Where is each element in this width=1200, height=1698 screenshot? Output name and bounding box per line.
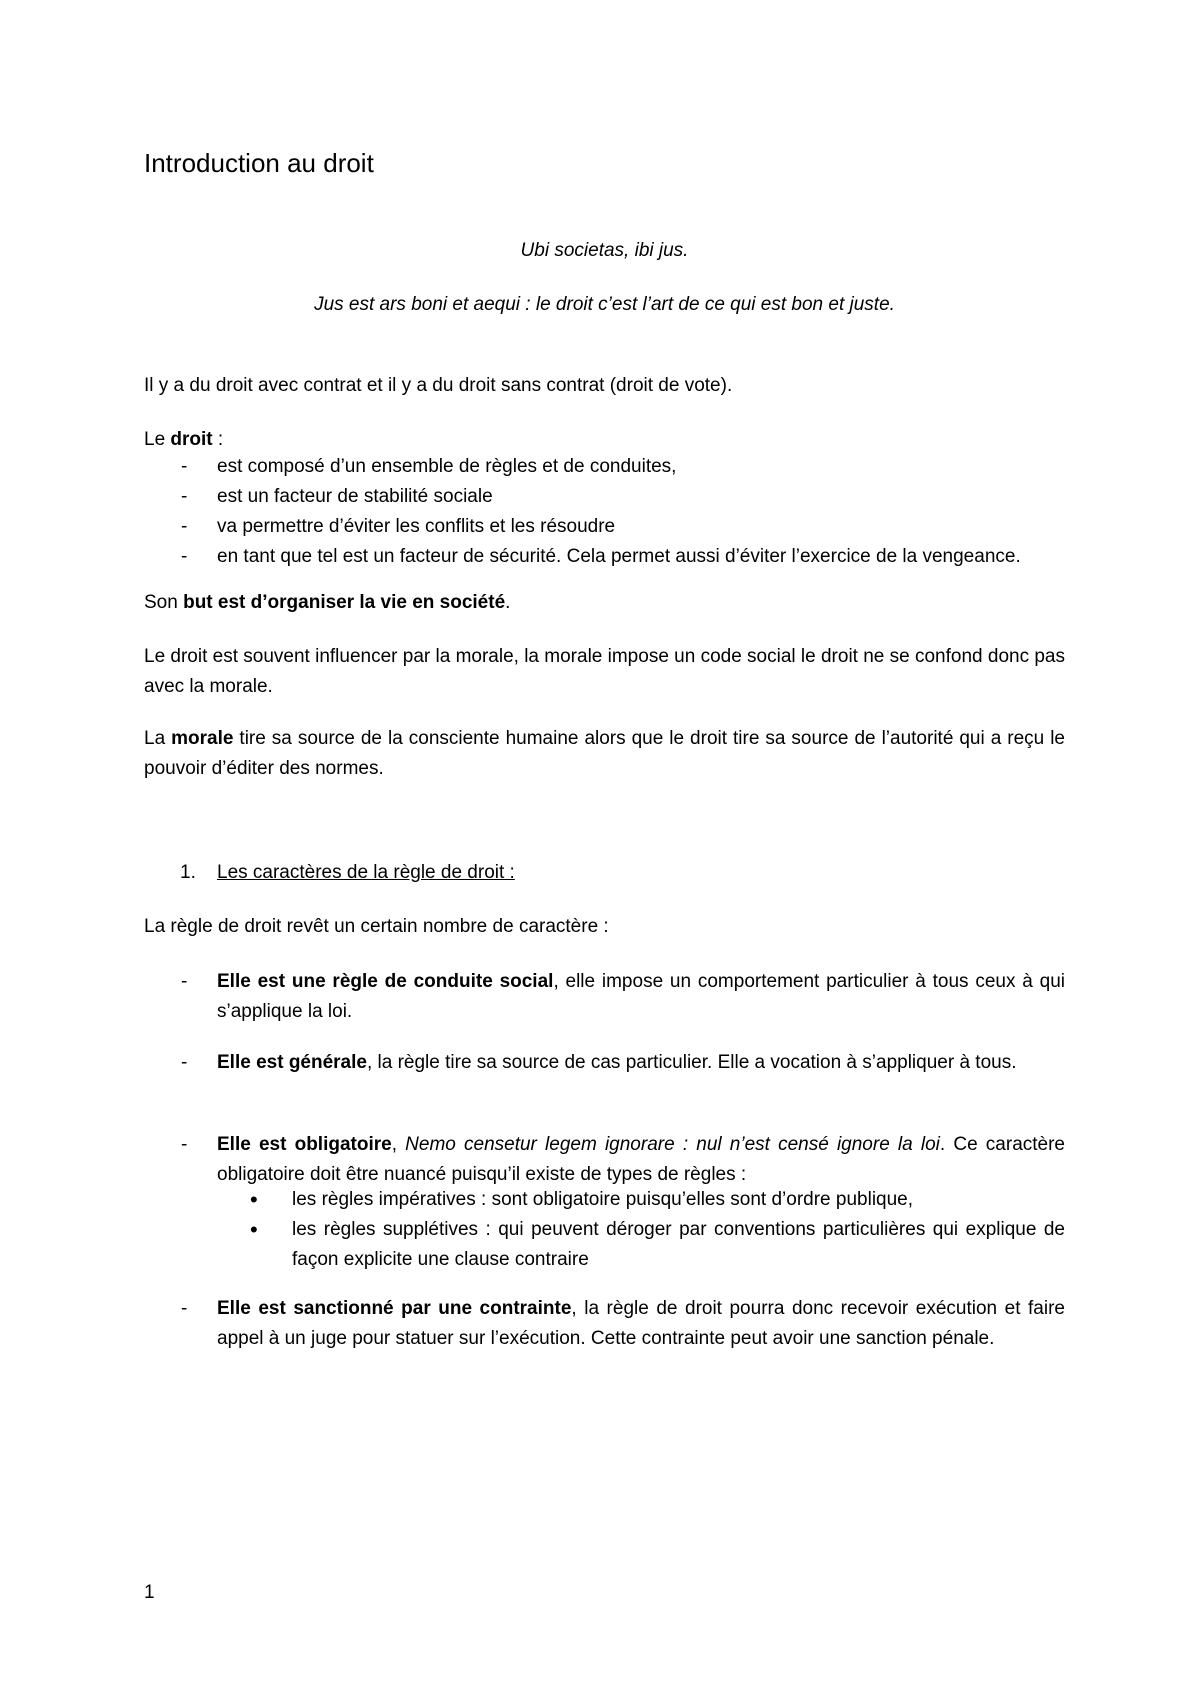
char3-bold: Elle est obligatoire	[217, 1134, 392, 1155]
but-sentence	[144, 588, 1065, 618]
list-item	[144, 1048, 1065, 1078]
motto-latin: Ubi societas, ibi jus.	[520, 240, 689, 261]
list-item: - est composé d’un ensemble de règles et de conduites,	[144, 452, 1065, 482]
rule-types-list	[144, 1185, 1065, 1275]
list-item: - en tant que tel est un facteur de sécurité. Cela permet aussi d’éviter l’exercice de la vengeance.	[144, 542, 1065, 572]
char3-rest: . Ce caractère obligatoire doit être nuancé puisqu’il existe de types de règles :	[217, 1134, 1066, 1185]
list-item	[144, 967, 1065, 1027]
characteristic-4	[144, 1294, 1065, 1354]
but-pre: Son	[144, 592, 184, 613]
droit-intro-bold: droit	[170, 429, 213, 450]
list-item: • les règles impératives : sont obligatoire puisqu’elles sont d’ordre publique,	[144, 1185, 1065, 1215]
paragraph-morale-influence: Le droit est souvent influencer par la morale, la morale impose un code social le droit ne se confond donc pas avec la morale.	[144, 646, 1065, 697]
paragraph-morale-source	[144, 724, 1065, 784]
page-number: 1	[144, 1582, 155, 1603]
droit-intro	[144, 425, 1065, 455]
but-post: .	[505, 592, 511, 613]
list-item	[144, 1130, 1065, 1190]
document-title: Introduction au droit	[144, 148, 374, 178]
section-title: Les caractères de la règle de droit :	[217, 862, 515, 883]
list-item: • les règles supplétives : qui peuvent déroger par conventions particulières qui explique de façon explicite une clause contraire	[144, 1215, 1065, 1275]
char4-rest: , la règle de droit pourra donc recevoir exécution et faire appel à un juge pour statuer sur l’exécution. Cette contrainte peut avoir une sanction pénale.	[217, 1298, 1065, 1349]
list-item: - est un facteur de stabilité sociale	[144, 482, 1065, 512]
char2-rest: , la règle tire sa source de cas particulier. Elle a vocation à s’appliquer à tous.	[366, 1052, 1017, 1073]
list-item	[144, 1294, 1065, 1354]
characteristic-2	[144, 1048, 1065, 1078]
char1-rest: , elle impose un comportement particulier à tous ceux à qui s’applique la loi.	[217, 971, 1065, 1022]
char3-italic: Nemo censetur legem ignorare : nul n’est censé ignore la loi	[405, 1134, 940, 1155]
paragraph-contrat: Il y a du droit avec contrat et il y a du droit sans contrat (droit de vote).	[144, 375, 733, 396]
section-intro: La règle de droit revêt un certain nombre de caractère :	[144, 916, 609, 937]
droit-list	[144, 452, 1065, 572]
droit-intro-post: :	[212, 429, 224, 450]
characteristic-1	[144, 967, 1065, 1027]
morale-bold: morale	[171, 728, 234, 749]
characteristic-3	[144, 1130, 1065, 1190]
morale-pre: La	[144, 728, 172, 749]
morale-post: tire sa source de la consciente humaine alors que le droit tire sa source de l’autorité qui a reçu le pouvoir d’éditer des normes.	[144, 728, 1065, 779]
motto-definition: Jus est ars boni et aequi : le droit c’est l’art de ce qui est bon et juste.	[314, 294, 895, 315]
char2-bold: Elle est générale	[217, 1052, 367, 1073]
but-bold: but est d’organiser la vie en société	[183, 592, 506, 613]
list-item: - va permettre d’éviter les conflits et les résoudre	[144, 512, 1065, 542]
char4-bold: Elle est sanctionné par une contrainte	[217, 1298, 572, 1319]
droit-intro-pre: Le	[144, 429, 171, 450]
char1-bold: Elle est une règle de conduite social	[217, 971, 554, 992]
section-number: 1.	[180, 862, 196, 883]
char3-sep: ,	[391, 1134, 406, 1155]
